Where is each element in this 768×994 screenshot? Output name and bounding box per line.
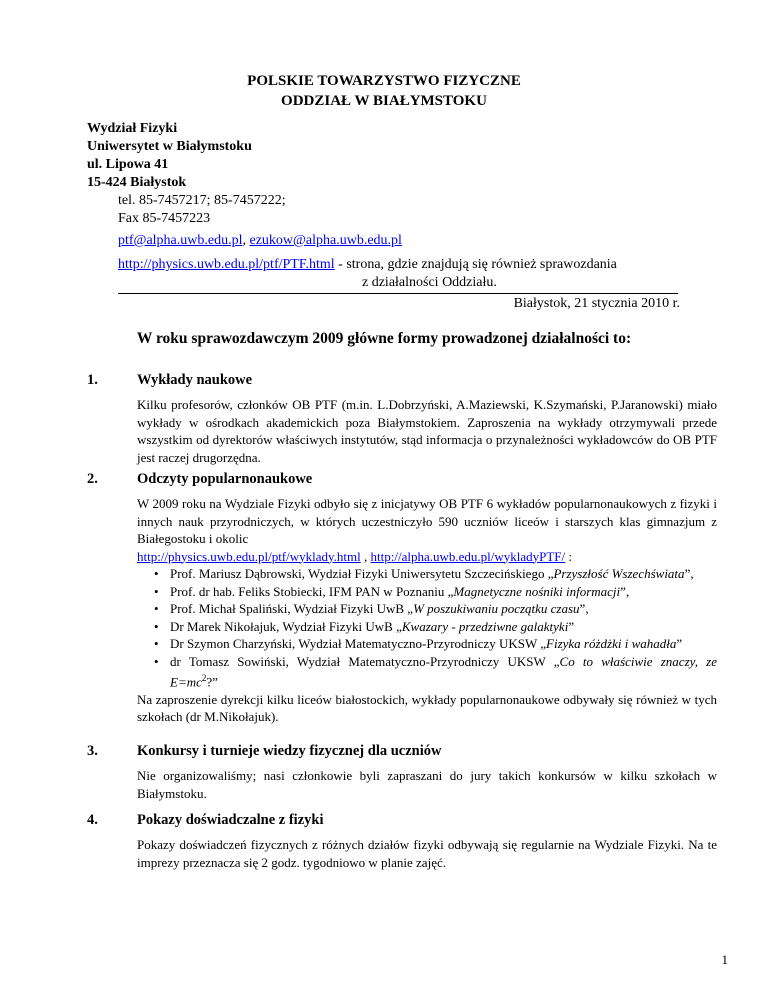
- organization-name: POLSKIE TOWARZYSTWO FIZYCZNE: [247, 73, 521, 89]
- section-body: [137, 396, 717, 466]
- email-line: [87, 232, 617, 250]
- email-link-ptf[interactable]: ptf@alpha.uwb.edu.pl: [118, 233, 243, 248]
- lectures-link-alpha[interactable]: http://alpha.uwb.edu.pl/wykladyPTF/: [370, 548, 566, 564]
- section-title: Konkursy i turnieje wiedzy fizycznej dla uczniów: [137, 743, 442, 759]
- website-description: - strona, gdzie znajdują się również sprawozdania: [334, 257, 617, 272]
- section-text-closing: Na zaproszenie dyrekcji kilku liceów białostockich, wykłady popularnonaukowe odbywały się również w tych szkołach (dr M.Nikołajuk).: [137, 691, 717, 725]
- list-item: • Prof. Mariusz Dąbrowski, Wydział Fizyki Uniwersytetu Szczecińskiego „Przyszłość Wszechświata”,: [137, 565, 717, 583]
- lecture-links: http://physics.uwb.edu.pl/ptf/wyklady.html , http://alpha.uwb.edu.pl/wykladyPTF/ :: [137, 548, 573, 564]
- document-header: [0, 71, 768, 111]
- list-item: • Dr Szymon Charzyński, Wydział Matematyczno-Przyrodniczy UKSW „Fizyka różdżki i wahadła”: [137, 635, 717, 653]
- section-number: 2.: [87, 471, 98, 487]
- list-item: • dr Tomasz Sowiński, Wydział Matematyczno-Przyrodniczy UKSW „Co to właściwie znaczy, ze $E=mc^2$?”: [137, 653, 717, 691]
- website-description-continued: z działalności Oddziału.: [362, 275, 497, 290]
- report-intro-heading: W roku sprawozdawczym 2009 główne formy prowadzonej działalności to:: [136, 330, 632, 347]
- address-fax: Fax 85-7457223: [118, 211, 211, 226]
- list-item: • Dr Marek Nikołajuk, Wydział Fizyki UwB „Kwazary - przedziwne galaktyki”: [137, 618, 717, 636]
- section-body: [137, 495, 717, 726]
- address-city: 15-424 Białystok: [87, 175, 187, 190]
- header-divider: [118, 293, 678, 294]
- section-number: 4.: [87, 812, 98, 828]
- address-block: [87, 120, 617, 292]
- section-text: Pokazy doświadczeń fizycznych z różnych działów fizyki odbywają się regularnie na Wydziale Fizyki. Na te imprezy przeznacza się 2 godz. tygodniowo w planie zajęć.: [137, 837, 717, 870]
- lecture-list: [137, 565, 717, 691]
- email-separator: ,: [242, 233, 250, 248]
- section-body: [137, 836, 717, 871]
- address-university: Uniwersytet w Białymstoku: [87, 139, 252, 154]
- document-date: Białystok, 21 stycznia 2010 r.: [513, 296, 680, 311]
- branch-name: ODDZIAŁ W BIAŁYMSTOKU: [281, 93, 487, 109]
- email-link-ezukow[interactable]: ezukow@alpha.uwb.edu.pl: [249, 233, 402, 248]
- website-line: [87, 256, 617, 274]
- section-body: [137, 767, 717, 802]
- section-title: Odczyty popularnonaukowe: [137, 471, 313, 487]
- address-phone: tel. 85-7457217; 85-7457222;: [118, 193, 286, 208]
- list-item: • Prof. Michał Spaliński, Wydział Fizyki UwB „W poszukiwaniu początku czasu”,: [137, 600, 717, 618]
- page-number: 1: [721, 952, 728, 967]
- website-link[interactable]: http://physics.uwb.edu.pl/ptf/PTF.html: [118, 257, 335, 272]
- section-text: Kilku profesorów, członków OB PTF (m.in. L.Dobrzyński, A.Maziewski, K.Szymański, P.Jaranowski) miało wykłady w ośrodkach akademickich poza Białymstokiem. Zaproszenia na wykłady otrzymywali przede wszystkim od dyrektorów właściwych instytutów, stąd informacja o przynależności wykładowców do OB PTF jest raczej drugorzędna.: [137, 397, 717, 465]
- lectures-link-physics[interactable]: http://physics.uwb.edu.pl/ptf/wyklady.html: [137, 548, 361, 564]
- section-title: Wykłady naukowe: [137, 372, 253, 388]
- section-text: Nie organizowaliśmy; nasi członkowie byli zapraszani do jury takich konkursów w kilku szkołach w Białymstoku.: [137, 768, 717, 801]
- address-street: ul. Lipowa 41: [87, 157, 169, 172]
- section-text-intro: W 2009 roku na Wydziale Fizyki odbyło się z inicjatywy OB PTF 6 wykładów popularnonaukowych z fizyki i innych nauk przyrodniczych, w których uczestniczyło 590 uczniów liceów i starszych klas gimnazjum z Białegostoku i okolic: [137, 496, 717, 546]
- section-number: 1.: [87, 372, 98, 388]
- section-title: Pokazy doświadczalne z fizyki: [137, 812, 324, 828]
- address-department: Wydział Fizyki: [87, 121, 178, 136]
- section-number: 3.: [87, 743, 98, 759]
- list-item: • Prof. dr hab. Feliks Stobiecki, IFM PAN w Poznaniu „Magnetyczne nośniki informacji”,: [137, 583, 717, 601]
